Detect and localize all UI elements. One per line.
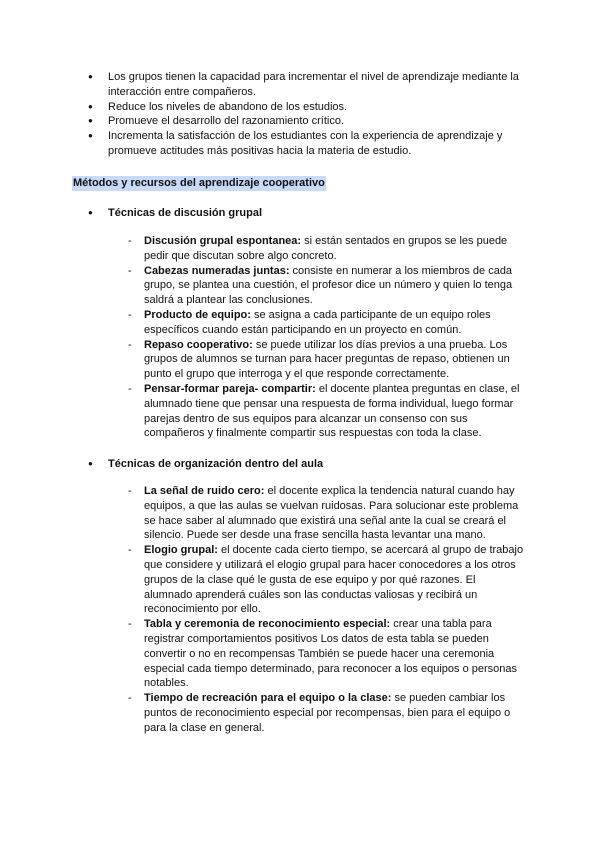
list-item	[128, 338, 524, 382]
item-term: Cabezas numeradas juntas:	[144, 264, 290, 277]
item-term: Elogio grupal:	[144, 544, 218, 557]
technique-heading-organization: ● Técnicas de organización dentro del aula	[88, 457, 323, 472]
item-text: crear una tabla para registrar comportamientos positivos Los datos de esta tabla se pueden convertir o no en recompensas También se puede hacer una ceremonia especial cada tiempo determinado, para reconocer a los equipos o personas notables.	[144, 618, 518, 690]
list-item	[128, 264, 524, 308]
item-text: el docente explica la tendencia natural cuando hay equipos, a que las aulas se vuelvan ruidosas. Para solucionar este problema se hace saber al alumnado que existirá una señal ante la cual se creará el silencio. Puede ser desde una frase sencilla hasta levantar una mano.	[144, 485, 519, 542]
list-item	[128, 484, 524, 543]
item-term: Producto de equipo:	[144, 308, 251, 321]
item-term: La señal de ruido cero:	[144, 485, 265, 497]
technique-heading-discussion: ● Técnicas de discusión grupal	[88, 206, 262, 221]
list-item: ● Los grupos tienen la capacidad para incrementar el nivel de aprendizaje mediante la interacción entre compañeros.	[72, 70, 542, 100]
item-text: consiste en numerar a los miembros de cada grupo, se plantea una cuestión, el profesor dice un número y quien lo tenga saldrá a plantear las conclusiones.	[144, 264, 513, 307]
list-item	[128, 382, 524, 441]
item-text: se puede utilizar los días previos a una prueba. Los grupos de alumnos se turnan para hacer preguntas de repaso, obtienen un punto el grupo que interroga y el que responde correctamente.	[144, 338, 510, 381]
item-text: se asigna a cada participante de un equipo roles específicos cuando están participando en un proyecto en común.	[144, 308, 491, 336]
list-item	[128, 543, 524, 617]
item-term: Pensar-formar pareja- compartir:	[144, 382, 316, 395]
list-item	[128, 234, 524, 264]
item-term: Tiempo de recreación para el equipo o la clase:	[144, 692, 392, 705]
discussion-techniques-list	[128, 234, 524, 441]
item-term: Discusión grupal espontanea:	[144, 235, 302, 247]
item-text: se pueden cambiar los puntos de reconocimiento especial por recompensas, bien para el equipo o para la clase en general.	[144, 692, 511, 734]
item-term: Tabla y ceremonia de reconocimiento especial:	[144, 618, 391, 631]
list-item: ● Promueve el desarrollo del razonamiento crítico.	[72, 114, 542, 129]
item-term: Repaso cooperativo:	[144, 338, 253, 351]
benefits-list	[72, 70, 542, 159]
list-item	[128, 691, 524, 735]
section-heading: Métodos y recursos del aprendizaje cooperativo	[73, 177, 325, 189]
item-text: el docente plantea preguntas en clase, el alumnado tiene que pensar una respuesta de forma individual, luego formar parejas dentro de sus equipos para alcanzar un consenso con sus compañeros y finalmente compartir sus respuestas con toda la clase.	[144, 382, 520, 440]
organization-techniques-list	[128, 484, 524, 736]
item-text: el docente cada cierto tiempo, se acercará al grupo de trabajo que considere y utilizará el elogio grupal para hacer conocedores a los otros grupos de la clase qué le gusta de ese equipo y por qué razones. El alumnado aprenderá cuáles son las conductas valiosas y recibirá un reconocimiento por ello.	[144, 544, 524, 616]
item-text: si están sentados en grupos se les puede pedir que discutan sobre algo concreto.	[144, 235, 508, 262]
list-item: ● Reduce los niveles de abandono de los estudios.	[72, 100, 542, 115]
list-item	[128, 308, 524, 338]
list-item	[128, 617, 524, 691]
list-item: ● Incrementa la satisfacción de los estudiantes con la experiencia de aprendizaje y promueve actitudes más positivas hacia la materia de estudio.	[72, 129, 542, 159]
